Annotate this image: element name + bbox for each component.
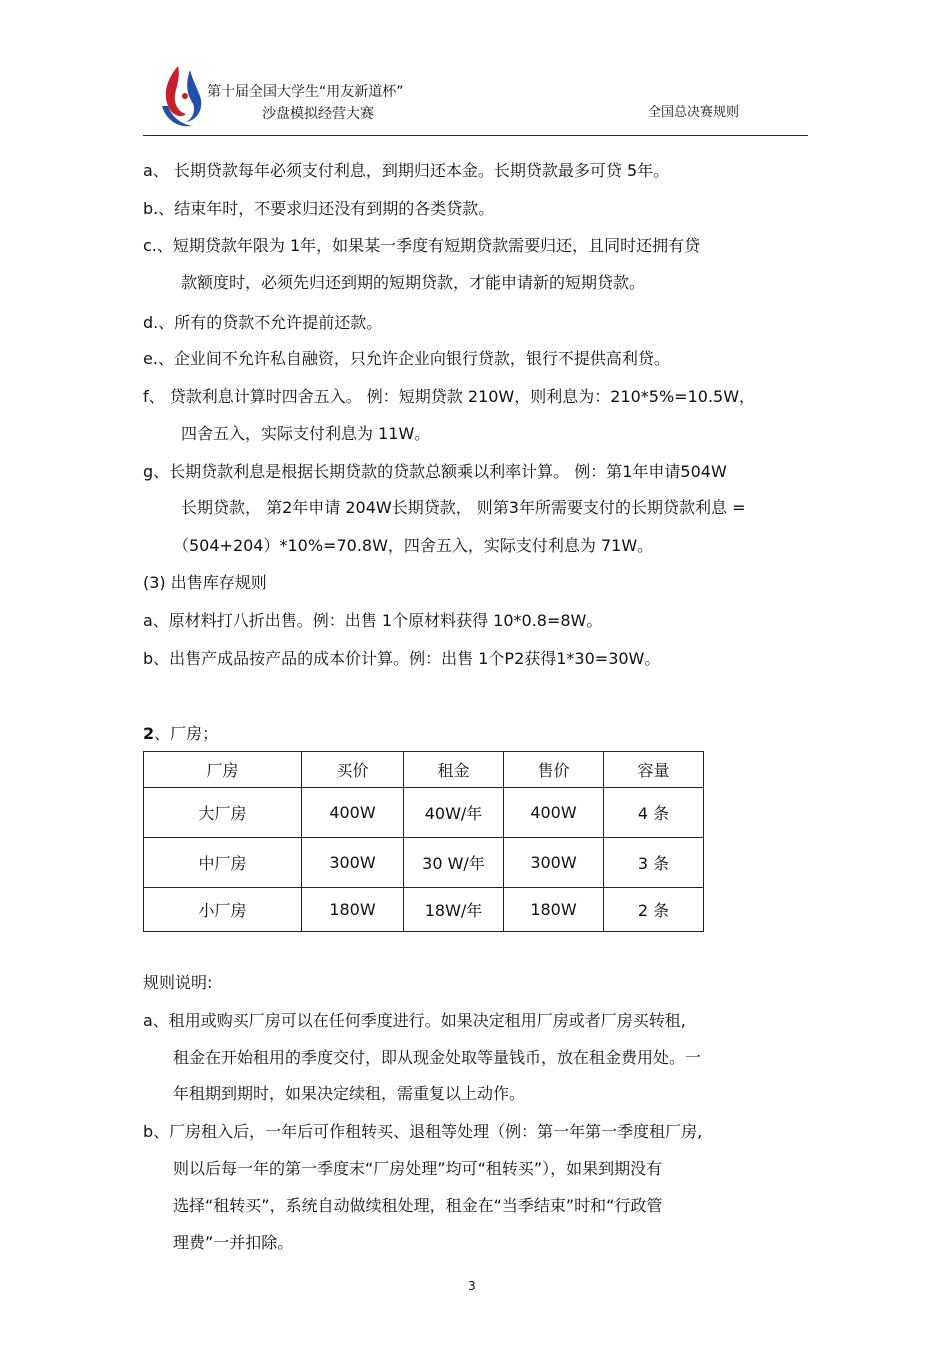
table-header-row bbox=[144, 752, 704, 788]
table-cell: 2 条 bbox=[604, 888, 704, 932]
rules-line: 则以后每一年的第一季度末“厂房处理”均可“租转买”），如果到期没有 bbox=[173, 1159, 663, 1178]
table-row bbox=[144, 838, 704, 888]
table-cell: 400W bbox=[504, 788, 604, 838]
table-cell: 中厂房 bbox=[144, 838, 302, 888]
section-3-heading: (3) 出售库存规则 bbox=[143, 573, 267, 592]
header-title-line1: 第十届全国大学生“用友新道杯” bbox=[207, 84, 404, 100]
rule-line-e: e.、企业间不允许私自融资，只允许企业向银行贷款，银行不提供高利贷。 bbox=[143, 349, 670, 368]
rule-line-f-cont: 四舍五入，实际支付利息为 11W。 bbox=[181, 424, 431, 443]
rule-line-f: f、 贷款利息计算时四舍五入。 例：短期贷款 210W，则利息为：210*5%=10.5W， bbox=[143, 387, 756, 406]
table-cell: 180W bbox=[504, 888, 604, 932]
rules-line: 年租期到期时，如果决定续租，需重复以上动作。 bbox=[173, 1084, 526, 1103]
table-header-cell: 买价 bbox=[302, 752, 404, 788]
rule-line-d: d.、所有的贷款不允许提前还款。 bbox=[143, 313, 383, 332]
rule-line-b: b.、结束年时，不要求归还没有到期的各类贷款。 bbox=[143, 199, 495, 218]
rule-line-g-cont1: 长期贷款， 第2年申请 204W长期贷款， 则第3年所需要支付的长期贷款利息 = bbox=[181, 498, 746, 517]
table-cell: 30 W/年 bbox=[404, 838, 504, 888]
section-2-heading bbox=[143, 723, 218, 745]
rule-line-g-cont2: （504+204）*10%=70.8W，四舍五入，实际支付利息为 71W。 bbox=[173, 536, 654, 555]
header-right-title: 全国总决赛规则 bbox=[648, 105, 740, 120]
table-header-cell: 租金 bbox=[404, 752, 504, 788]
rules-line: 选择“租转买”，系统自动做续租处理，租金在“当季结束”时和“行政管 bbox=[173, 1196, 663, 1215]
section-2-number: 2 bbox=[143, 724, 155, 743]
table-header-cell: 容量 bbox=[604, 752, 704, 788]
table-cell: 300W bbox=[504, 838, 604, 888]
rule-line-a: a、 长期贷款每年必须支付利息，到期归还本金。长期贷款最多可贷 5年。 bbox=[143, 161, 670, 180]
sell-rule-b: b、出售产成品按产品的成本价计算。例：出售 1个P2获得1*30=30W。 bbox=[143, 649, 661, 668]
rules-line: a、租用或购买厂房可以在任何季度进行。如果决定租用厂房或者厂房买转租, bbox=[143, 1011, 686, 1030]
rule-line-c: c.、短期贷款年限为 1年，如果某一季度有短期贷款需要归还，且同时还拥有贷 bbox=[143, 236, 701, 255]
table-cell: 18W/年 bbox=[404, 888, 504, 932]
table-row bbox=[144, 788, 704, 838]
table-cell: 300W bbox=[302, 838, 404, 888]
section-2-title: 、厂房； bbox=[154, 724, 219, 743]
table-cell: 小厂房 bbox=[144, 888, 302, 932]
rules-line: b、厂房租入后，一年后可作租转买、退租等处理（例：第一年第一季度租厂房, bbox=[143, 1122, 703, 1141]
page-number: 3 bbox=[468, 1279, 476, 1293]
table-cell: 3 条 bbox=[604, 838, 704, 888]
rules-line: 租金在开始租用的季度交付，即从现金处取等量钱币，放在租金费用处。一 bbox=[173, 1048, 702, 1067]
table-cell: 180W bbox=[302, 888, 404, 932]
table-row bbox=[144, 888, 704, 932]
header-divider bbox=[143, 135, 808, 136]
table-cell: 大厂房 bbox=[144, 788, 302, 838]
table-header-cell: 售价 bbox=[504, 752, 604, 788]
rule-line-c-cont: 款额度时，必须先归还到期的短期贷款，才能申请新的短期贷款。 bbox=[181, 273, 646, 292]
rules-title: 规则说明: bbox=[143, 973, 213, 992]
factory-table bbox=[143, 751, 704, 932]
header-title-line2: 沙盘模拟经营大赛 bbox=[262, 106, 374, 122]
competition-logo-icon bbox=[156, 62, 206, 132]
table-cell: 4 条 bbox=[604, 788, 704, 838]
rules-line: 理费”一并扣除。 bbox=[173, 1233, 294, 1252]
sell-rule-a: a、原材料打八折出售。例：出售 1个原材料获得 10*0.8=8W。 bbox=[143, 611, 603, 630]
table-cell: 400W bbox=[302, 788, 404, 838]
table-header-cell: 厂房 bbox=[144, 752, 302, 788]
table-cell: 40W/年 bbox=[404, 788, 504, 838]
rule-line-g: g、长期贷款利息是根据长期贷款的贷款总额乘以利率计算。 例：第1年申请504W bbox=[143, 462, 727, 481]
